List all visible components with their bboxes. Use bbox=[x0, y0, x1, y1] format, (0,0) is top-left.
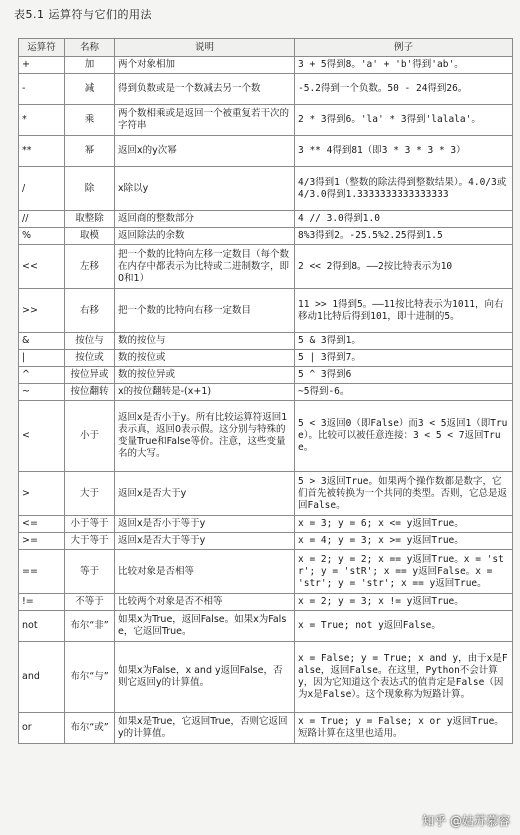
example-cell: 2 << 2得到8。——2按比特表示为10 bbox=[295, 245, 513, 289]
operator-cell: != bbox=[19, 594, 65, 611]
example-cell: x = 3; y = 6; x <= y返回True。 bbox=[295, 516, 513, 533]
table-row bbox=[19, 516, 513, 533]
table-row bbox=[19, 533, 513, 550]
operator-cell: // bbox=[19, 211, 65, 228]
example-cell: 3 + 5得到8。'a' + 'b'得到'ab'。 bbox=[295, 57, 513, 74]
name-cell: 小于等于 bbox=[65, 516, 115, 533]
example-cell: 2 * 3得到6。'la' * 3得到'lalala'。 bbox=[295, 105, 513, 136]
operator-cell: < bbox=[19, 401, 65, 472]
example-cell: 11 >> 1得到5。——11按比特表示为1011，向右移动1比特后得到101，即十进制的5。 bbox=[295, 289, 513, 333]
example-cell: x = 2; y = 3; x != y返回True。 bbox=[295, 594, 513, 611]
table-row bbox=[19, 594, 513, 611]
description-cell: 如果x为True，返回False。如果x为False，它返回True。 bbox=[115, 611, 295, 642]
operator-cell: << bbox=[19, 245, 65, 289]
operator-cell: > bbox=[19, 472, 65, 516]
example-cell: x = True; y = False; x or y返回True。短路计算在这里也适用。 bbox=[295, 713, 513, 744]
description-cell: 把一个数的比特向左移一定数目（每个数在内存中都表示为比特或二进制数字，即0和1） bbox=[115, 245, 295, 289]
name-cell: 加 bbox=[65, 57, 115, 74]
description-cell: 返回商的整数部分 bbox=[115, 211, 295, 228]
operator-cell: ~ bbox=[19, 384, 65, 401]
operator-cell: & bbox=[19, 333, 65, 350]
name-cell: 不等于 bbox=[65, 594, 115, 611]
operator-cell: + bbox=[19, 57, 65, 74]
description-cell: 数的按位或 bbox=[115, 350, 295, 367]
name-cell: 小于 bbox=[65, 401, 115, 472]
description-cell: 数的按位与 bbox=[115, 333, 295, 350]
name-cell: 等于 bbox=[65, 550, 115, 594]
table-row bbox=[19, 642, 513, 713]
example-cell: 5 | 3得到7。 bbox=[295, 350, 513, 367]
operator-cell: or bbox=[19, 713, 65, 744]
name-cell: 按位异或 bbox=[65, 367, 115, 384]
description-cell: 比较对象是否相等 bbox=[115, 550, 295, 594]
table-row bbox=[19, 611, 513, 642]
table-header-row bbox=[19, 39, 513, 57]
name-cell: 右移 bbox=[65, 289, 115, 333]
operator-cell: ** bbox=[19, 136, 65, 167]
name-cell: 幂 bbox=[65, 136, 115, 167]
example-cell: 3 ** 4得到81（即3 * 3 * 3 * 3） bbox=[295, 136, 513, 167]
description-cell: 返回x的y次幂 bbox=[115, 136, 295, 167]
example-cell: -5.2得到一个负数。50 - 24得到26。 bbox=[295, 74, 513, 105]
table-row bbox=[19, 167, 513, 211]
description-cell: 返回除法的余数 bbox=[115, 228, 295, 245]
name-cell: 按位或 bbox=[65, 350, 115, 367]
header-operator: 运算符 bbox=[19, 39, 65, 57]
table-row bbox=[19, 228, 513, 245]
table-row bbox=[19, 289, 513, 333]
description-cell: 如果x是True，它返回True，否则它返回y的计算值。 bbox=[115, 713, 295, 744]
name-cell: 除 bbox=[65, 167, 115, 211]
header-name: 名称 bbox=[65, 39, 115, 57]
example-cell: x = True; not y返回False。 bbox=[295, 611, 513, 642]
operator-cell: and bbox=[19, 642, 65, 713]
example-cell: 8%3得到2。-25.5%2.25得到1.5 bbox=[295, 228, 513, 245]
name-cell: 布尔“与” bbox=[65, 642, 115, 713]
description-cell: x除以y bbox=[115, 167, 295, 211]
description-cell: 数的按位异或 bbox=[115, 367, 295, 384]
operator-cell: >> bbox=[19, 289, 65, 333]
example-cell: 5 & 3得到1。 bbox=[295, 333, 513, 350]
example-cell: x = 4; y = 3; x >= y返回True。 bbox=[295, 533, 513, 550]
description-cell: 把一个数的比特向右移一定数目 bbox=[115, 289, 295, 333]
example-cell: x = 2; y = 2; x == y返回True。x = 'str'; y = 'stR'; x == y返回False。x = 'str'; y = 'str'; x == y返回True。 bbox=[295, 550, 513, 594]
name-cell: 按位与 bbox=[65, 333, 115, 350]
operator-cell: - bbox=[19, 74, 65, 105]
description-cell: x的按位翻转是-(x+1) bbox=[115, 384, 295, 401]
name-cell: 布尔“或” bbox=[65, 713, 115, 744]
watermark: 知乎 @姑苏慕容 bbox=[422, 814, 510, 828]
operator-cell: % bbox=[19, 228, 65, 245]
operator-cell: <= bbox=[19, 516, 65, 533]
header-description: 说明 bbox=[115, 39, 295, 57]
example-cell: 4/3得到1（整数的除法得到整数结果）。4.0/3或4/3.0得到1.3333333333333333 bbox=[295, 167, 513, 211]
example-cell: 4 // 3.0得到1.0 bbox=[295, 211, 513, 228]
example-cell: 5 < 3返回0（即False）而3 < 5返回1（即True）。比较可以被任意连接：3 < 5 < 7返回True。 bbox=[295, 401, 513, 472]
operator-cell: / bbox=[19, 167, 65, 211]
name-cell: 取整除 bbox=[65, 211, 115, 228]
name-cell: 乘 bbox=[65, 105, 115, 136]
example-cell: ~5得到-6。 bbox=[295, 384, 513, 401]
description-cell: 返回x是否小于等于y bbox=[115, 516, 295, 533]
table-row bbox=[19, 333, 513, 350]
table-row bbox=[19, 57, 513, 74]
operator-cell: * bbox=[19, 105, 65, 136]
name-cell: 布尔“非” bbox=[65, 611, 115, 642]
operator-cell: >= bbox=[19, 533, 65, 550]
operators-table bbox=[18, 38, 513, 744]
table-row bbox=[19, 367, 513, 384]
table-caption: 表5.1 运算符与它们的用法 bbox=[14, 8, 152, 21]
description-cell: 返回x是否大于等于y bbox=[115, 533, 295, 550]
example-cell: x = False; y = True; x and y，由于x是False，返回False。在这里，Python不会计算y，因为它知道这个表达式的值肯定是False（因为x是False）。这个现象称为短路计算。 bbox=[295, 642, 513, 713]
name-cell: 按位翻转 bbox=[65, 384, 115, 401]
table-row bbox=[19, 350, 513, 367]
name-cell: 减 bbox=[65, 74, 115, 105]
description-cell: 两个数相乘或是返回一个被重复若干次的字符串 bbox=[115, 105, 295, 136]
operator-cell: ^ bbox=[19, 367, 65, 384]
name-cell: 取模 bbox=[65, 228, 115, 245]
table-row bbox=[19, 136, 513, 167]
table-row bbox=[19, 105, 513, 136]
description-cell: 返回x是否大于y bbox=[115, 472, 295, 516]
table-row bbox=[19, 713, 513, 744]
name-cell: 左移 bbox=[65, 245, 115, 289]
table-row bbox=[19, 211, 513, 228]
header-example: 例子 bbox=[295, 39, 513, 57]
table-row bbox=[19, 472, 513, 516]
operator-cell: not bbox=[19, 611, 65, 642]
operator-cell: | bbox=[19, 350, 65, 367]
table-row bbox=[19, 384, 513, 401]
operator-cell: == bbox=[19, 550, 65, 594]
description-cell: 得到负数或是一个数减去另一个数 bbox=[115, 74, 295, 105]
description-cell: 两个对象相加 bbox=[115, 57, 295, 74]
example-cell: 5 ^ 3得到6 bbox=[295, 367, 513, 384]
table-row bbox=[19, 550, 513, 594]
description-cell: 返回x是否小于y。所有比较运算符返回1表示真，返回0表示假。这分别与特殊的变量True和False等价。注意，这些变量名的大写。 bbox=[115, 401, 295, 472]
description-cell: 如果x为False，x and y返回False，否则它返回y的计算值。 bbox=[115, 642, 295, 713]
table-row bbox=[19, 401, 513, 472]
name-cell: 大于 bbox=[65, 472, 115, 516]
table-row bbox=[19, 74, 513, 105]
name-cell: 大于等于 bbox=[65, 533, 115, 550]
description-cell: 比较两个对象是否不相等 bbox=[115, 594, 295, 611]
table-row bbox=[19, 245, 513, 289]
example-cell: 5 > 3返回True。如果两个操作数都是数字，它们首先被转换为一个共同的类型。否则，它总是返回False。 bbox=[295, 472, 513, 516]
